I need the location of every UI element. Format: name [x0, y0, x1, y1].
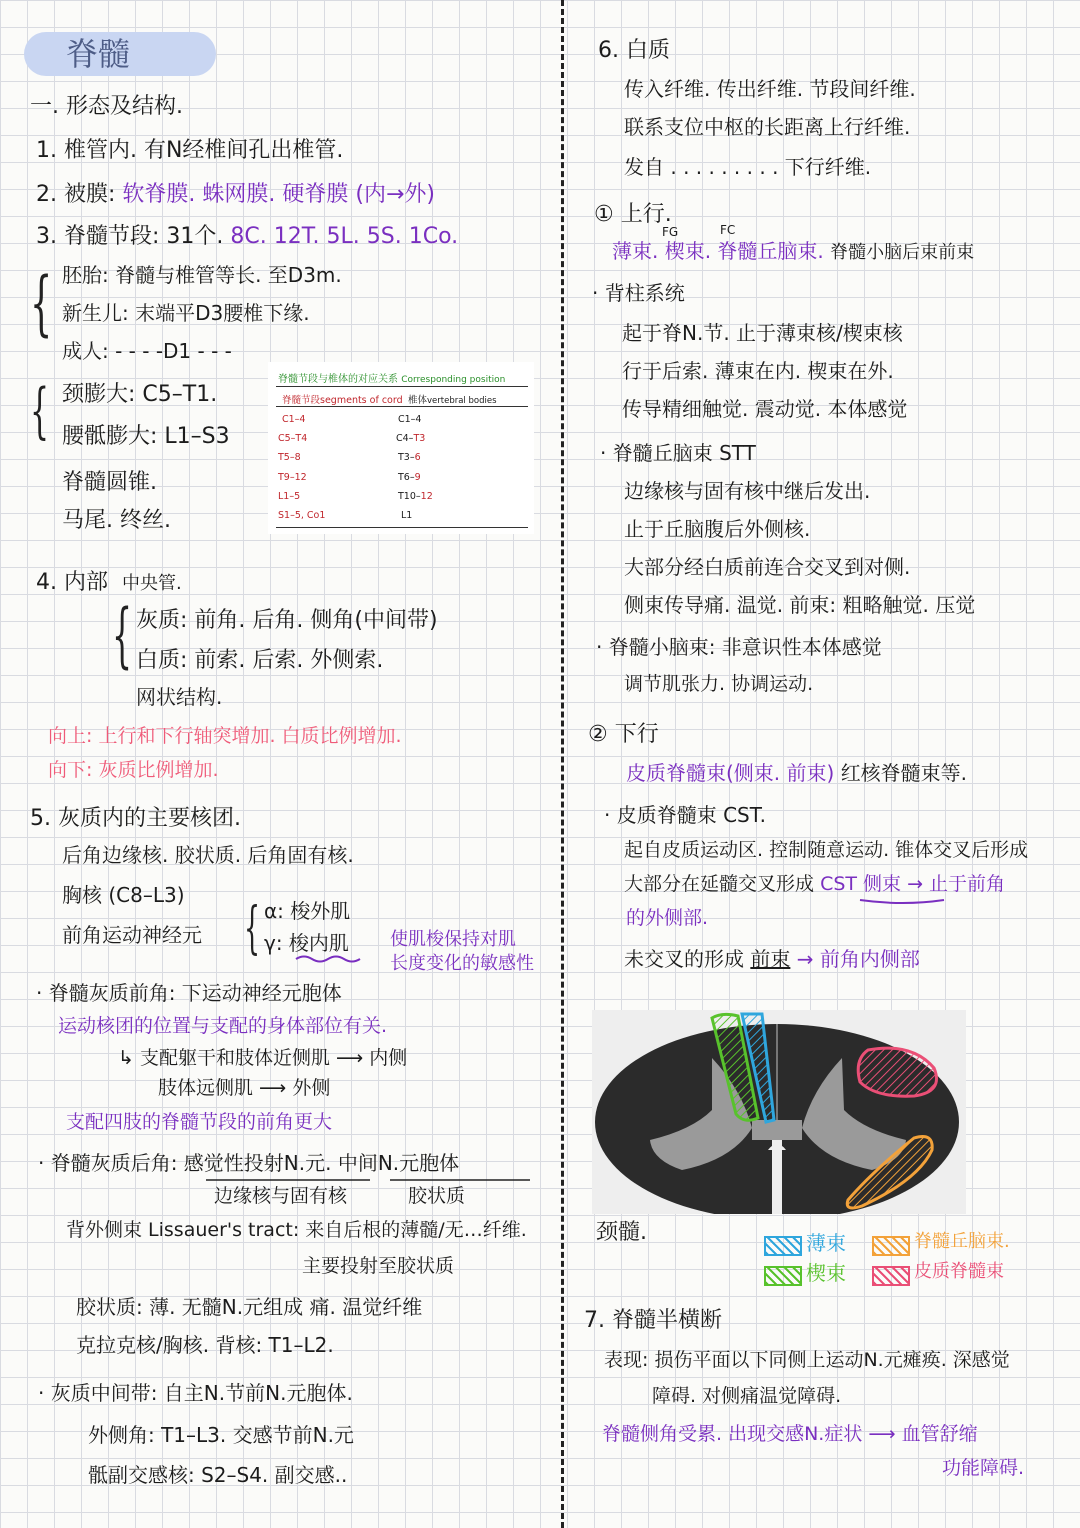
note-reticular: 网状结构.	[136, 685, 223, 709]
note-clarke: 克拉克核/胸核. 背核: T1–L2.	[76, 1333, 334, 1357]
note-dorsal-origin: 起于脊N.节. 止于薄束核/楔束核	[622, 321, 903, 345]
section-4-heading: 4. 内部 中央管.	[36, 570, 182, 595]
table-row: L1–5	[278, 491, 301, 502]
fc-abbrev: FC	[720, 223, 736, 237]
note-fetal: 胚胎: 脊髓与椎管等长. 至D3m.	[62, 263, 342, 287]
section-6-heading: 6. 白质	[598, 38, 670, 63]
legend-swatch-cst	[872, 1266, 910, 1286]
legend-swatch-stt	[872, 1236, 910, 1256]
note-vasomotor: 功能障碍.	[942, 1457, 1025, 1479]
table-head-segment: 脊髓节段segments of cord	[282, 395, 403, 406]
note-gray-matter: 灰质: 前角. 后角. 侧角(中间带)	[136, 608, 438, 633]
brace-internal: {	[112, 594, 133, 676]
note-cervical: 颈膨大: C5–T1.	[62, 382, 218, 407]
note-descending-tracts: 皮质脊髓束(侧束. 前束) 红核脊髓束等.	[626, 761, 968, 785]
brace-motor: {	[244, 896, 261, 961]
descending-heading: ② 下行	[588, 722, 659, 747]
note-meninges: 2. 被膜: 软脊膜. 蛛网膜. 硬脊膜 (内→外)	[36, 182, 435, 207]
note-stt-decussation: 大部分经白质前连合交叉到对侧.	[624, 555, 911, 579]
table-row-vert: C1–4	[398, 414, 422, 425]
table-rule-top	[276, 386, 528, 387]
table-head-vertebra: 椎体vertebral bodies	[408, 395, 497, 406]
note-long-ascending: 联系支位中枢的长距离上行纤维.	[624, 115, 911, 139]
table-row-vert: T10–12	[398, 491, 433, 502]
legend-swatch-fg	[764, 1236, 802, 1256]
note-cst-lateral-target: 的外侧部.	[626, 907, 709, 929]
note-adult: 成人: - - - -D1 - - -	[62, 339, 232, 363]
note-hemisection-contralateral: 障碍. 对侧痛温觉障碍.	[652, 1385, 842, 1407]
note-anterior-motor: 前角运动神经元	[62, 923, 202, 947]
note-hemisection-sympathetic: 脊髓侧角受累. 出现交感N.症状 ⟶ 血管舒缩	[602, 1423, 978, 1445]
legend-swatch-fc	[764, 1266, 802, 1286]
segment-vertebra-table	[268, 362, 534, 534]
note-cst-lateral: 大部分在延髓交叉形成 CST 侧束 → 止于前角	[624, 873, 1006, 895]
note-dorsal-course: 行于后索. 薄束在内. 楔束在外.	[622, 359, 894, 383]
note-fiber-types: 传入纤维. 传出纤维. 节段间纤维.	[624, 77, 916, 101]
cst-heading: · 皮质脊髓束 CST.	[604, 803, 766, 827]
note-cauda: 马尾. 终丝.	[62, 508, 171, 533]
note-canal: 1. 椎管内. 有N经椎间孔出椎管.	[36, 138, 344, 163]
scb-heading: · 脊髓小脑束: 非意识性本体感觉	[596, 635, 882, 659]
table-row: C5–T4	[278, 433, 308, 444]
posterior-horn-underline	[204, 1176, 534, 1184]
table-row: S1–5, Co1	[278, 510, 326, 521]
legend-label-cst: 皮质脊髓束	[914, 1261, 1004, 1282]
note-lateral-horn: 外侧角: T1–L3. 交感节前N.元	[88, 1423, 354, 1447]
table-caption: 脊髓节段与椎体的对应关系 Corresponding position	[278, 374, 506, 385]
note-marginal-proper: 边缘核与固有核	[214, 1185, 348, 1207]
note-limb-segments: 支配四肢的脊髓节段的前角更大	[66, 1111, 333, 1133]
table-row-vert: T3–6	[398, 452, 421, 463]
note-anterior-horn: · 脊髓灰质前角: 下运动神经元胞体	[36, 981, 342, 1005]
note-stt-function: 侧束传导痛. 温觉. 前束: 粗略触觉. 压觉	[624, 593, 976, 617]
note-lumbar: 腰骶膨大: L1–S3	[62, 424, 230, 449]
section-5-heading: 5. 灰质内的主要核团.	[30, 806, 241, 831]
note-white-matter: 白质: 前索. 后索. 外侧索.	[136, 648, 384, 673]
note-thoracic-nucleus: 胸核 (C8–L3)	[62, 883, 185, 907]
note-upward: 向上: 上行和下行轴突增加. 白质比例增加.	[48, 725, 402, 747]
legend-label-stt: 脊髓丘脑束.	[914, 1231, 1010, 1252]
note-segments: 3. 脊髓节段: 31个. 8C. 12T. 5L. 5S. 1Co.	[36, 224, 459, 249]
note-gamma: γ: 梭内肌	[264, 931, 349, 955]
page-title: 脊髓	[66, 35, 131, 73]
ascending-heading: ① 上行.	[594, 202, 672, 227]
note-gelatinosa: 胶状质: 薄. 无髓N.元组成 痛. 温觉纤维	[76, 1295, 423, 1319]
note-medial-muscles: ↳ 支配躯干和肢体近侧肌 ⟶ 内侧	[118, 1047, 408, 1069]
table-row: C1–4	[282, 414, 306, 425]
note-gamma-function-1: 使肌梭保持对肌	[390, 929, 516, 950]
dorsal-column-heading: · 背柱系统	[592, 281, 685, 305]
note-lissauer: 背外侧束 Lissauer's tract: 来自后根的薄髓/无…纤维.	[66, 1219, 527, 1241]
note-stt-origin: 边缘核与固有核中继后发出.	[624, 479, 871, 503]
note-hemisection-signs: 表现: 损伤平面以下同侧上运动N.元瘫痪. 深感觉	[604, 1349, 1010, 1371]
gamma-underline	[294, 954, 364, 964]
table-row-vert: L1	[401, 510, 413, 521]
note-descending: 发自 . . . . . . . . . 下行纤维.	[624, 155, 872, 179]
note-lateral-muscles: 肢体远侧肌 ⟶ 外侧	[158, 1077, 331, 1099]
note-motor-nuclei-position: 运动核团的位置与支配的身体部位有关.	[58, 1015, 388, 1037]
note-posterior-nuclei: 后角边缘核. 胶状质. 后角固有核.	[62, 843, 354, 867]
note-downward: 向下: 灰质比例增加.	[48, 759, 219, 781]
note-cst-anterior: 未交叉的形成 前束 → 前角内侧部	[624, 947, 920, 971]
stt-heading: · 脊髓丘脑束 STT	[600, 441, 756, 465]
note-lissauer-projection: 主要投射至胶状质	[302, 1255, 455, 1277]
brace-age: {	[30, 262, 53, 344]
section-1-heading: 一. 形态及结构.	[30, 94, 183, 119]
note-stt-termination: 止于丘脑腹后外侧核.	[624, 517, 811, 541]
note-scb-function: 调节肌张力. 协调运动.	[624, 673, 814, 695]
table-row: T9–12	[278, 472, 307, 483]
table-row: T5–8	[278, 452, 301, 463]
note-cst-origin: 起自皮质运动区. 控制随意运动. 锥体交叉后形成	[624, 839, 1029, 861]
table-rule-mid	[276, 406, 528, 407]
fg-abbrev: FG	[662, 225, 679, 239]
note-dorsal-function: 传导精细触觉. 震动觉. 本体感觉	[622, 397, 908, 421]
segment-counts: 8C. 12T. 5L. 5S. 1Co.	[230, 224, 459, 249]
note-newborn: 新生儿: 末端平D3腰椎下缘.	[62, 301, 310, 325]
cst-lateral-underline	[858, 898, 948, 906]
note-ascending-tracts: 薄束. 楔束. 脊髓丘脑束. 脊髓小脑后束前束	[612, 239, 975, 263]
legend-label-fg: 薄束	[806, 1231, 846, 1255]
table-rule-bottom	[276, 527, 528, 528]
note-gelatinosa-label: 胶状质	[408, 1185, 466, 1207]
brace-enlargement: {	[30, 376, 50, 446]
note-sacral-parasympathetic: 骶副交感核: S2–S4. 副交感..	[88, 1463, 348, 1487]
note-intermediate-zone: · 灰质中间带: 自主N.节前N.元胞体.	[38, 1381, 353, 1405]
legend-label-fc: 楔束	[806, 1261, 846, 1285]
note-gamma-function-2: 长度变化的敏感性	[390, 953, 534, 974]
table-row-vert: C4–T3	[396, 433, 426, 444]
table-row-vert: T6–9	[398, 472, 421, 483]
page-divider	[561, 0, 564, 1528]
meninges-list: 软脊膜. 蛛网膜. 硬脊膜 (内→外)	[122, 182, 435, 207]
note-alpha: α: 梭外肌	[264, 899, 351, 923]
spinal-cord-section-image	[592, 1010, 966, 1214]
note-posterior-horn: · 脊髓灰质后角: 感觉性投射N.元. 中间N.元胞体	[38, 1151, 460, 1175]
section-7-heading: 7. 脊髓半横断	[584, 1308, 722, 1333]
note-conus: 脊髓圆锥.	[62, 470, 157, 495]
cervical-cord-label: 颈髓.	[596, 1220, 647, 1245]
